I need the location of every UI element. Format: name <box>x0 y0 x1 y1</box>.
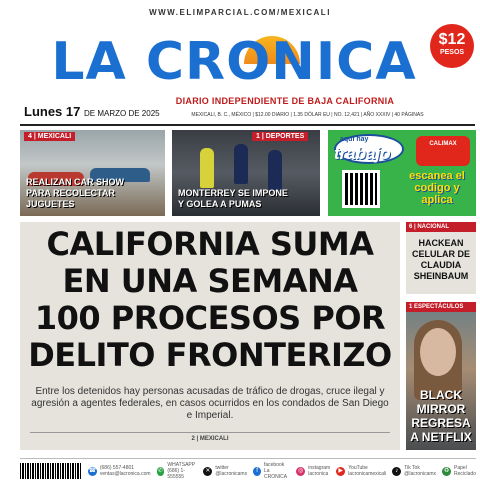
footer <box>20 458 476 480</box>
barcode-icon <box>20 463 82 479</box>
recycle-icon: ♻ <box>443 467 450 474</box>
instagram-icon: ◎ <box>298 467 304 474</box>
side-section-tag: 6 | NACIONAL <box>406 222 476 232</box>
ad-line1: aquí hay <box>340 136 369 143</box>
ad-calimax-jobs[interactable] <box>328 130 476 216</box>
calimax-logo: CALIMAX <box>416 136 470 166</box>
date-day-name: Lunes <box>24 104 63 119</box>
promo-headline: MONTERREY SE IMPONE Y GOLEA A PUMAS <box>178 188 288 209</box>
side-headline: HACKEAN CELULAR DE CLAUDIA SHEINBAUM <box>412 238 470 281</box>
side-story-black-mirror[interactable] <box>406 302 476 450</box>
main-section-ref: 2 | MEXICALI <box>30 432 390 442</box>
social-youtube[interactable]: ▶ YouTube lacronicamexicali <box>336 465 386 477</box>
qr-code-icon[interactable] <box>342 170 380 208</box>
side-section-tag: 1 ESPECTÁCULOS <box>406 302 476 312</box>
social-phone[interactable]: ☎ (686) 557-4801 ventas@lacronica.com <box>88 465 151 477</box>
date-day-num: 17 <box>65 104 81 119</box>
youtube-icon: ▶ <box>336 467 345 476</box>
phone-icon: ☎ <box>88 467 97 474</box>
player-image <box>234 144 248 184</box>
promo-headline: REALIZAN CAR SHOW PARA RECOLECTAR JUGUETES <box>26 177 124 209</box>
promo-car-show[interactable] <box>20 130 165 216</box>
main-summary: Entre los detenidos hay personas acusadas de tráfico de drogas, cruce ilegal y agresión a agentes federales, en casos ocurridos en los condados de San Diego e Imperial. <box>31 386 389 421</box>
price-currency: PESOS <box>439 49 465 56</box>
social-facebook[interactable]: f facebook La CRONICA <box>253 462 290 480</box>
social-tiktok[interactable]: ♪ Tik Tok @lacronicamx <box>392 465 436 477</box>
social-whatsapp[interactable]: ✆ WHATSAPP (686) 1-555555 <box>157 462 196 480</box>
price-badge <box>430 24 474 68</box>
player-image <box>268 150 282 190</box>
player-image <box>200 148 214 188</box>
side-story-sheinbaum[interactable] <box>406 222 476 294</box>
social-twitter[interactable]: ✕ twitter @lacronicamx <box>205 465 248 477</box>
ad-line2: trabajo <box>334 144 391 163</box>
masthead-title: LA CRONICA <box>51 32 417 92</box>
main-headline: CALIFORNIA SUMA EN UNA SEMANA 100 PROCESOS POR DELITO FRONTERIZO <box>28 225 392 374</box>
masthead-tagline: DIARIO INDEPENDIENTE DE BAJA CALIFORNIA <box>175 96 395 106</box>
masthead-rule <box>20 124 475 126</box>
issue-meta: MEXICALI, B. C., MÉXICO | $12.00 DIARIO | 1.35 DÓLAR EU | NO. 12,421 | AÑO XXXIV | 40 PÁGINAS <box>191 112 424 118</box>
facebook-icon: f <box>253 467 261 476</box>
tiktok-icon: ♪ <box>392 467 401 476</box>
ad-line3: escanea el codigo y aplica <box>409 170 465 206</box>
site-url[interactable]: WWW.ELIMPARCIAL.COM/MEXICALI <box>149 8 331 17</box>
whatsapp-icon: ✆ <box>157 467 163 474</box>
price-amount: $12 <box>438 31 466 48</box>
masthead <box>44 28 424 96</box>
twitter-icon: ✕ <box>205 467 211 474</box>
date-rest: DE MARZO DE 2025 <box>84 109 160 118</box>
social-recycle: ♻ Papel Reciclado <box>443 465 476 477</box>
actress-face-image <box>420 328 456 376</box>
side-headline: BLACK MIRROR REGRESA A NETFLIX <box>410 388 472 444</box>
promo-section-tag: 1 | DEPORTES <box>252 132 308 141</box>
promo-monterrey[interactable] <box>172 130 320 216</box>
social-instagram[interactable]: ◎ instagram lacronica <box>298 465 331 477</box>
main-story[interactable] <box>20 222 400 450</box>
promo-section-tag: 4 | MEXICALI <box>24 132 75 141</box>
